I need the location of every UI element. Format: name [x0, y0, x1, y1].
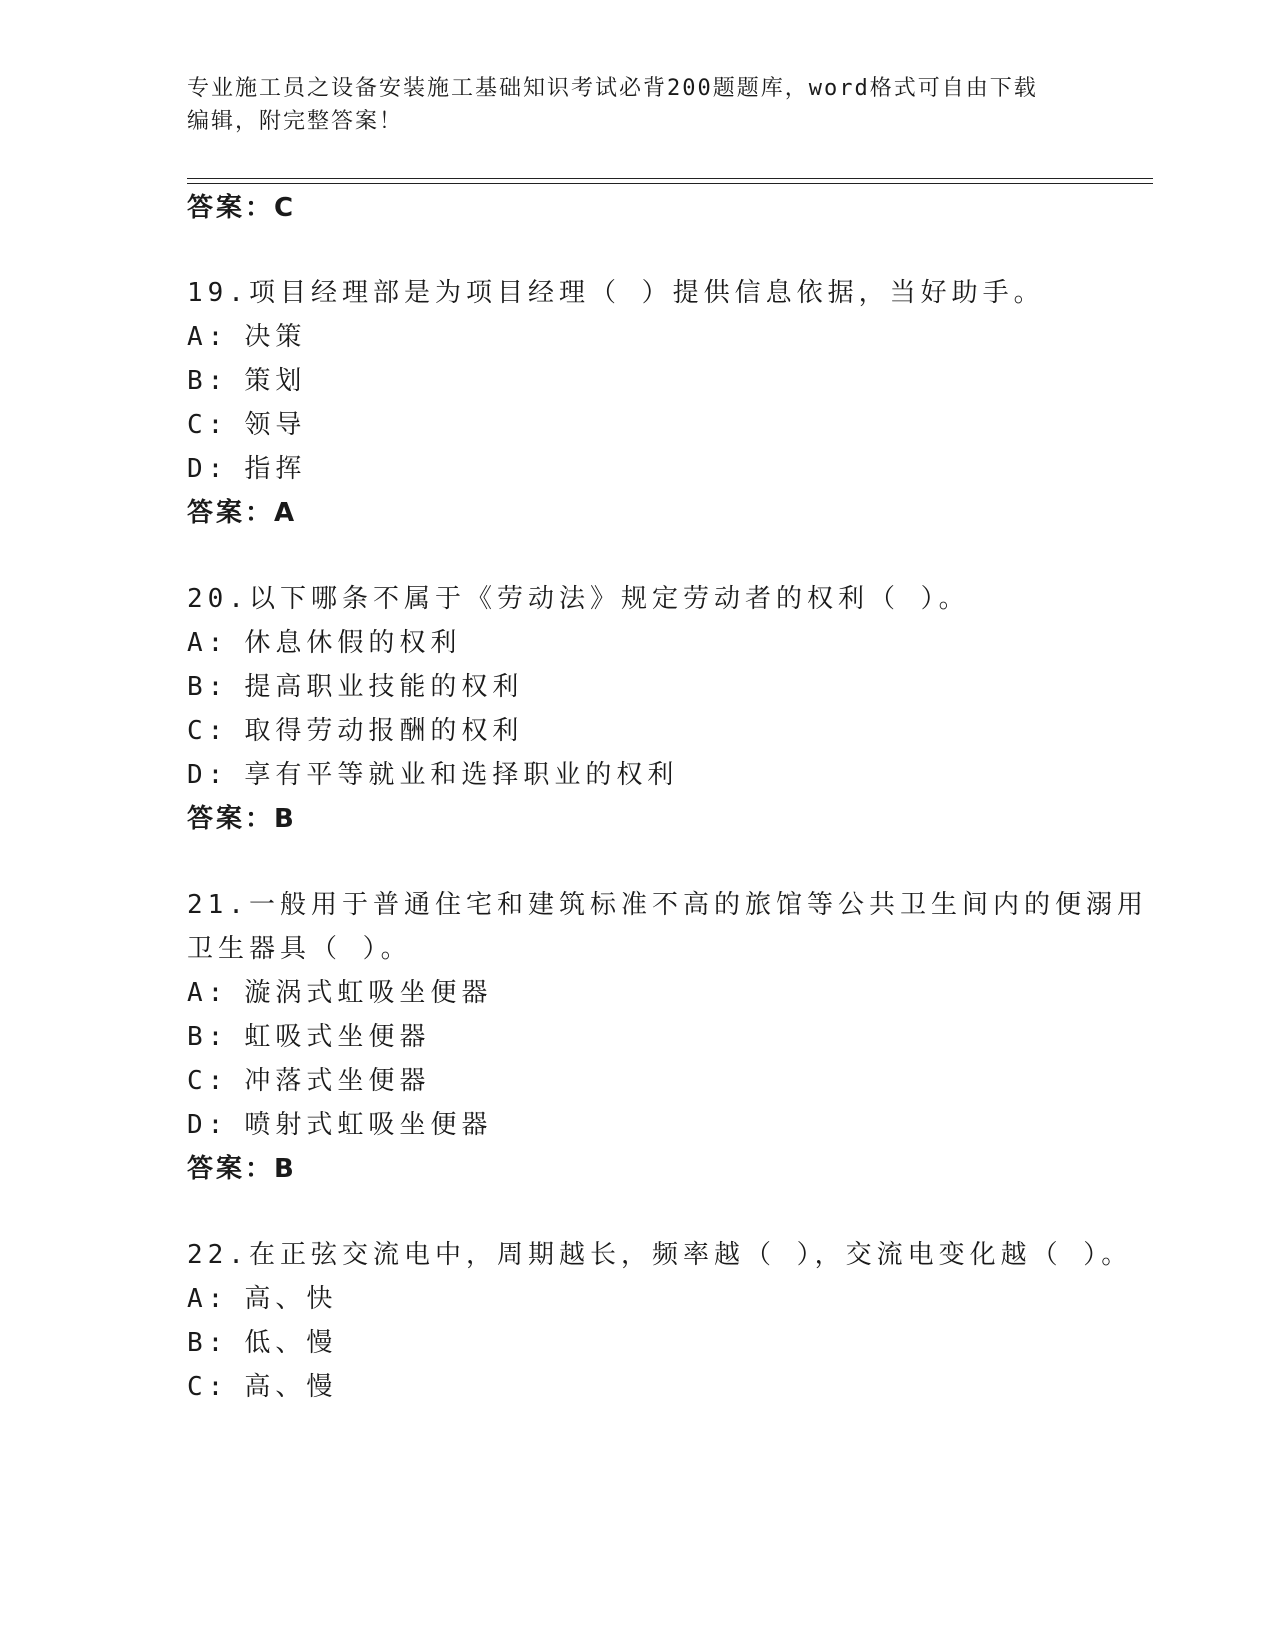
option-letter: A:: [187, 1284, 229, 1314]
option-text: 高、慢: [244, 1372, 338, 1402]
option-text: 提高职业技能的权利: [244, 672, 524, 702]
option-letter: B:: [187, 1328, 229, 1358]
question-21-answer: 答案：B: [187, 1154, 297, 1184]
question-22-option-a: [187, 1278, 337, 1315]
header-divider-bottom: [187, 183, 1153, 184]
option-letter: B:: [187, 1022, 229, 1052]
document-header: [187, 72, 1067, 138]
option-letter: C:: [187, 410, 229, 440]
question-19-option-b: [187, 360, 306, 397]
option-text: 享有平等就业和选择职业的权利: [244, 760, 679, 790]
header-divider-top: [187, 178, 1153, 179]
option-text: 休息休假的权利: [244, 628, 462, 658]
question-20-option-b: [187, 666, 523, 703]
question-19-option-a: [187, 316, 306, 353]
option-letter: C:: [187, 1066, 229, 1096]
question-19-stem: 19.项目经理部是为项目经理（ ）提供信息依据，当好助手。: [187, 278, 1045, 308]
question-21-option-c: [187, 1060, 430, 1097]
option-text: 漩涡式虹吸坐便器: [244, 978, 493, 1008]
question-20-option-d: [187, 754, 678, 791]
question-21-option-a: [187, 972, 492, 1009]
question-21-stem-line2: 卫生器具（ ）。: [187, 934, 412, 964]
question-21-option-b: [187, 1016, 430, 1053]
question-22-stem: 22.在正弦交流电中，周期越长，频率越（ ），交流电变化越（ ）。: [187, 1240, 1133, 1270]
option-text: 喷射式虹吸坐便器: [244, 1110, 493, 1140]
option-text: 指挥: [244, 454, 307, 484]
option-text: 取得劳动报酬的权利: [244, 716, 524, 746]
option-letter: C:: [187, 1372, 229, 1402]
option-text: 冲落式坐便器: [244, 1066, 431, 1096]
option-letter: A:: [187, 628, 229, 658]
option-text: 策划: [244, 366, 307, 396]
option-letter: D:: [187, 760, 229, 790]
question-20-stem: 20.以下哪条不属于《劳动法》规定劳动者的权利（ ）。: [187, 584, 970, 614]
question-19-option-d: [187, 448, 306, 485]
question-20-option-c: [187, 710, 523, 747]
question-22-option-b: [187, 1322, 337, 1359]
question-20-option-a: [187, 622, 461, 659]
option-letter: A:: [187, 978, 229, 1008]
option-letter: C:: [187, 716, 229, 746]
question-21-option-d: [187, 1104, 492, 1141]
question-22-option-c: [187, 1366, 337, 1403]
option-letter: A:: [187, 322, 229, 352]
option-text: 低、慢: [244, 1328, 338, 1358]
question-19-answer: 答案：A: [187, 498, 298, 528]
header-title-line1: 专业施工员之设备安装施工基础知识考试必背200题题库，word格式可自由下载: [187, 76, 1038, 101]
option-text: 虹吸式坐便器: [244, 1022, 431, 1052]
question-21-stem-line1: 21.一般用于普通住宅和建筑标准不高的旅馆等公共卫生间内的便溺用: [187, 890, 1148, 920]
header-title-line2: 编辑，附完整答案！: [187, 109, 404, 134]
option-text: 决策: [244, 322, 307, 352]
option-letter: B:: [187, 366, 229, 396]
question-20-answer: 答案：B: [187, 804, 297, 834]
question-19-option-c: [187, 404, 306, 441]
answer-prev: 答案：C: [187, 193, 297, 223]
option-letter: D:: [187, 1110, 229, 1140]
option-letter: B:: [187, 672, 229, 702]
option-text: 领导: [244, 410, 307, 440]
option-text: 高、快: [244, 1284, 338, 1314]
option-letter: D:: [187, 454, 229, 484]
